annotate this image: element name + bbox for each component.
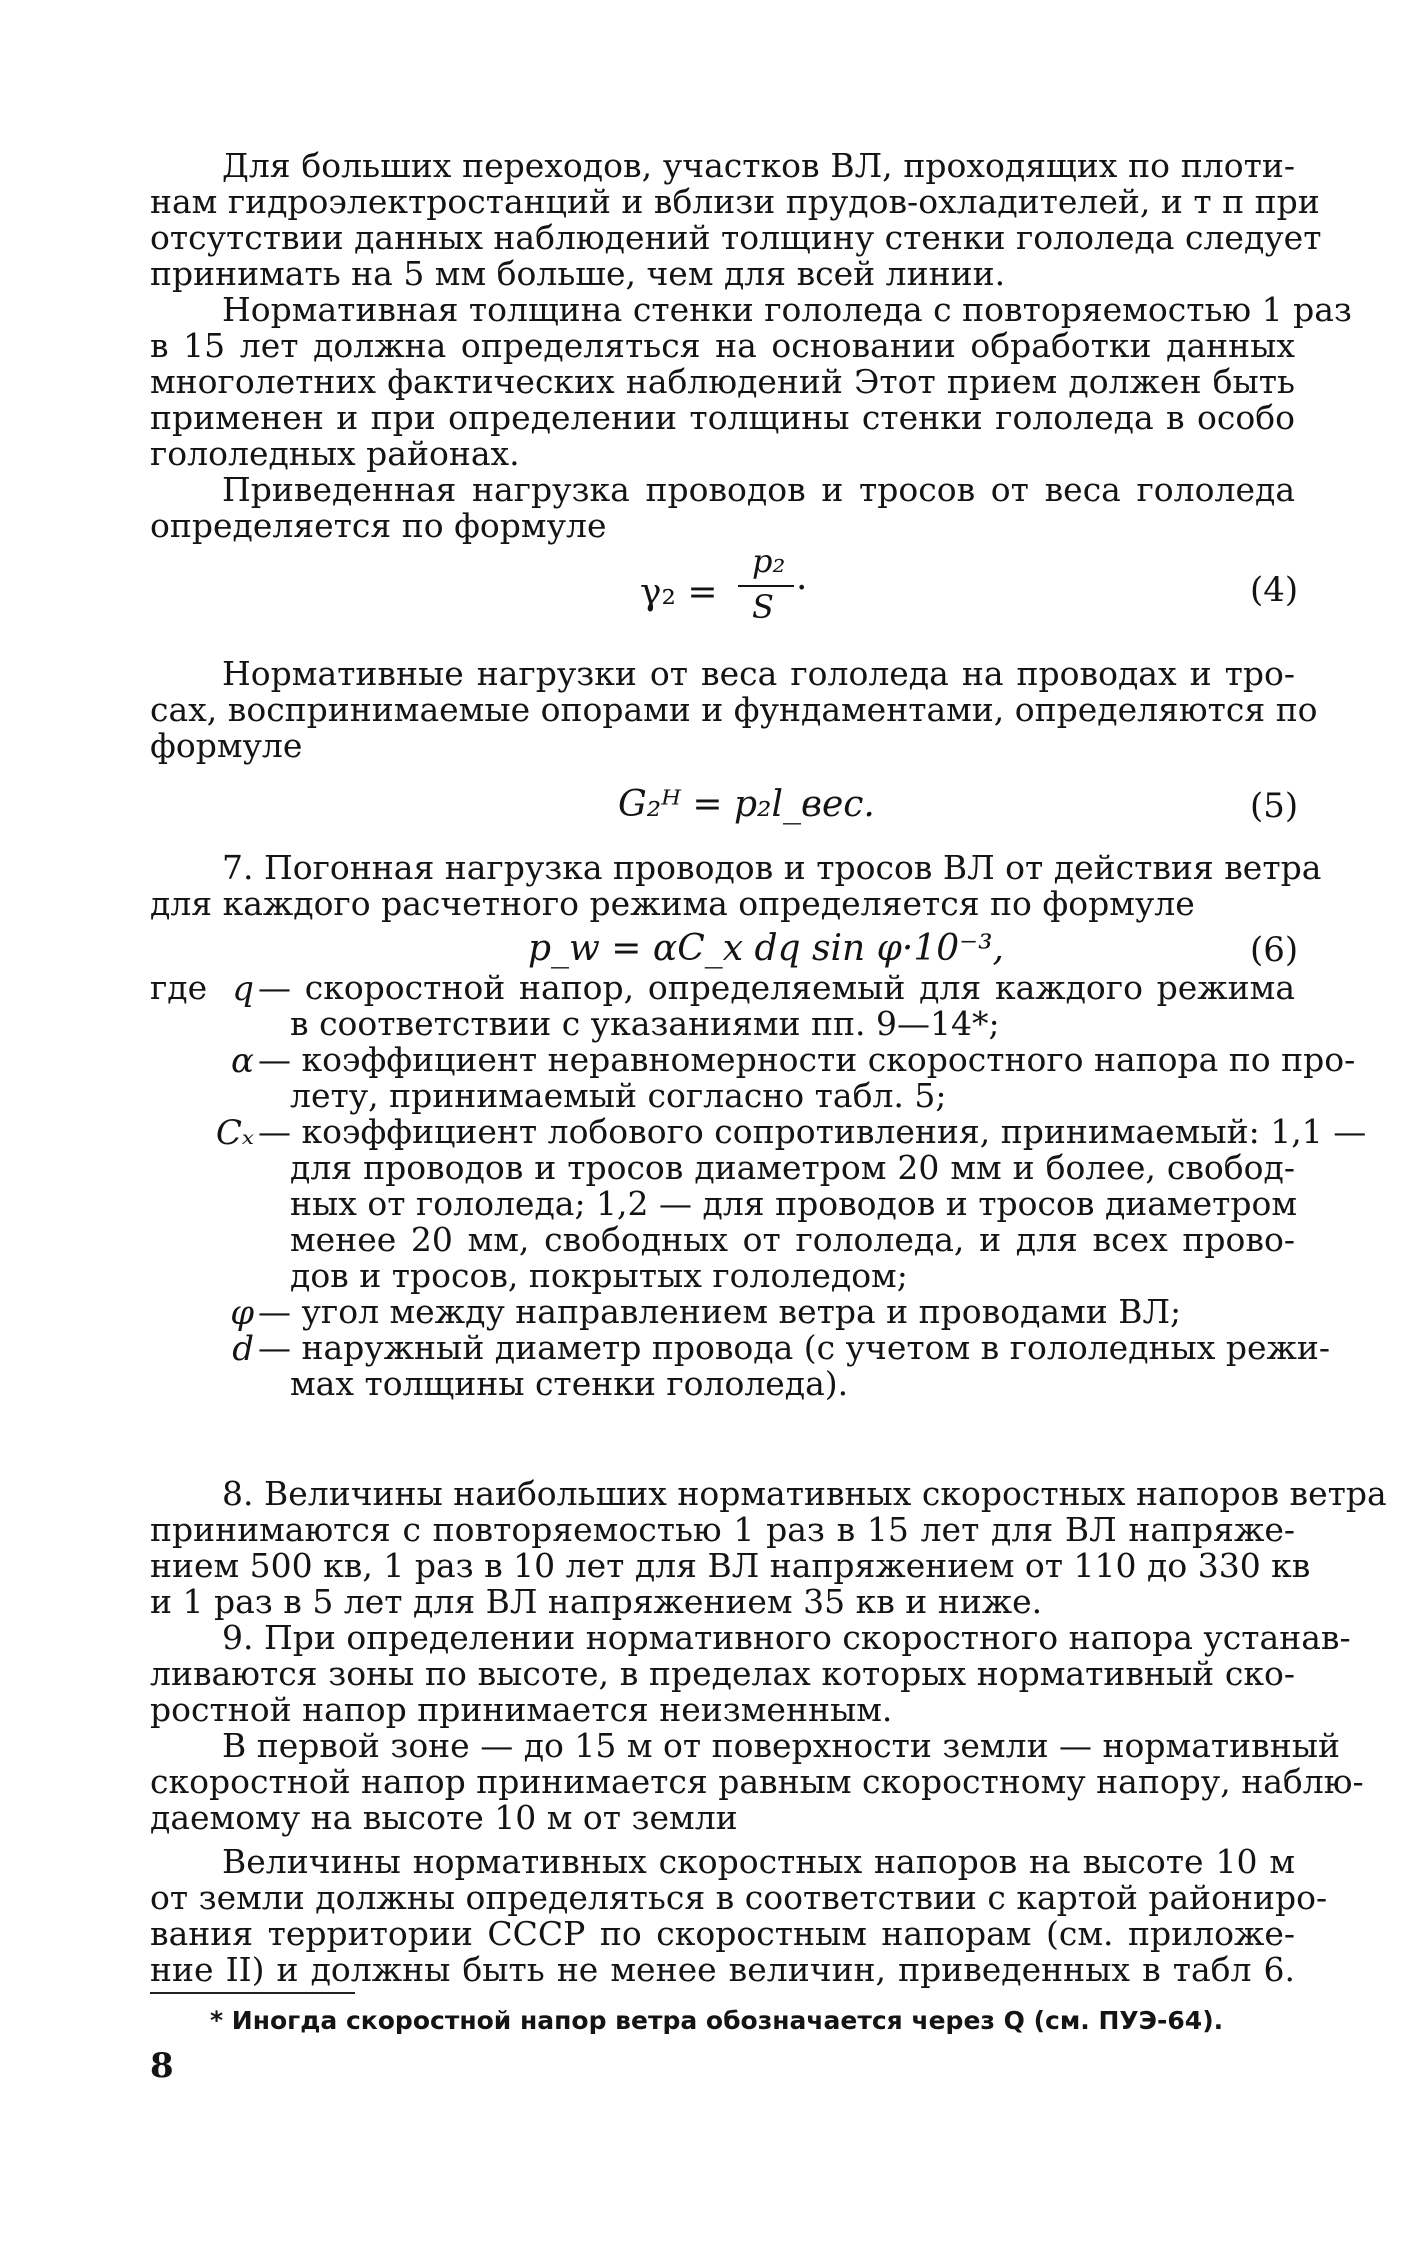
def-line: для проводов и тросов диаметром 20 мм и более, свобод- bbox=[290, 1148, 1295, 1187]
def-line: — коэффициент лобового сопротивления, принимаемый: 1,1 — bbox=[258, 1112, 1367, 1151]
text-line: Нормативные нагрузки от веса гололеда на проводах и тро- bbox=[222, 654, 1295, 693]
text-line: многолетних фактических наблюдений Этот прием должен быть bbox=[150, 362, 1295, 401]
text-line: вания территории СССР по скоростным напорам (см. приложе- bbox=[150, 1914, 1295, 1953]
text-line: Приведенная нагрузка проводов и тросов от веса гололеда bbox=[222, 470, 1295, 509]
text-line: формуле bbox=[150, 726, 303, 765]
text-line: отсутствии данных наблюдений толщину стенки гололеда следует bbox=[150, 218, 1322, 257]
text-line: нам гидроэлектростанций и вблизи прудов-охладителей, и т п при bbox=[150, 182, 1320, 221]
text-line: в 15 лет должна определяться на основании обработки данных bbox=[150, 326, 1295, 365]
def-line: лету, принимаемый согласно табл. 5; bbox=[290, 1076, 947, 1115]
text-line: для каждого расчетного режима определяется по формуле bbox=[150, 884, 1195, 923]
def-term: q bbox=[232, 969, 254, 1009]
text-line: ростной напор принимается неизменным. bbox=[150, 1690, 893, 1729]
text-line: даемому на высоте 10 м от земли bbox=[150, 1798, 738, 1837]
text-line: Величины нормативных скоростных напоров на высоте 10 м bbox=[222, 1842, 1295, 1881]
formula-4-denominator: S bbox=[752, 588, 774, 626]
text-line: принимаются с повторяемостью 1 раз в 15 лет для ВЛ напряже- bbox=[150, 1510, 1295, 1549]
def-line: — угол между направлением ветра и проводами ВЛ; bbox=[258, 1292, 1182, 1331]
text-line: нием 500 кв, 1 раз в 10 лет для ВЛ напряжением от 110 до 330 кв bbox=[150, 1546, 1311, 1585]
fraction-bar bbox=[738, 585, 794, 587]
text-line: гололедных районах. bbox=[150, 434, 520, 473]
formula-6-text: p_w = αC_x dq sin φ·10⁻³, bbox=[528, 928, 1004, 969]
equation-number: (4) bbox=[1250, 570, 1299, 610]
text-line: скоростной напор принимается равным скоростному напору, наблю- bbox=[150, 1762, 1364, 1801]
text-line: В первой зоне — до 15 м от поверхности земли — нормативный bbox=[222, 1726, 1340, 1765]
def-line: мах толщины стенки гололеда). bbox=[290, 1364, 849, 1403]
text-line: от земли должны определяться в соответствии с картой райониро- bbox=[150, 1878, 1328, 1917]
def-line: — наружный диаметр провода (с учетом в гололедных режи- bbox=[258, 1328, 1331, 1367]
def-term: Cₓ bbox=[215, 1113, 254, 1153]
where-word: где bbox=[150, 968, 208, 1007]
text-line: 8. Величины наибольших нормативных скоростных напоров ветра bbox=[222, 1474, 1387, 1513]
text-line: применен и при определении толщины стенки гололеда в особо bbox=[150, 398, 1295, 437]
text-line: 9. При определении нормативного скоростного напора устанав- bbox=[222, 1618, 1351, 1657]
equation-number: (6) bbox=[1250, 930, 1299, 970]
def-line: ных от гололеда; 1,2 — для проводов и тросов диаметром bbox=[290, 1184, 1298, 1223]
def-term: α bbox=[231, 1041, 254, 1081]
def-line: — коэффициент неравномерности скоростного напора по про- bbox=[258, 1040, 1356, 1079]
document-page: Для больших переходов, участков ВЛ, проходящих по плоти- нам гидроэлектростанций и вблизи прудов-охладителей, и т п при отсутствии данных наблюдений толщину стенки гололеда следует принимать на 5 мм больше, чем для всей линии. Нормативная толщина стенки гололеда с повторяемостью 1 раз в 15 лет должна определяться на основании обработки данных многолетних фактических наблюдений Этот прием должен быть применен и при определении толщины стенки гололеда в особо гололедных районах. Приведенная нагрузка проводов и тросов от веса гололеда определяется по формуле γ₂ = p₂ S · (4) Нормативные нагрузки от веса гололеда на проводах и тро- сах, воспринимаемые опорами и фундаментами, определяются по формуле G₂ᴴ = p₂l_вес. (5) 7. Погонная нагрузка проводов и тросов ВЛ от действия ветра для каждого расчетного режима определяется по формуле p_w = αC_x dq sin φ·10⁻³, (6) где q — скоростной напор, определяемый для каждого режима в соответствии с указаниями пп. 9—14*; α — коэффициент неравномерности скоростного напора по про- лету, принимаемый согласно табл. 5; Cₓ — коэффициент лобового сопротивления, принимаемый: 1,1 — для проводов и тросов диаметром 20 мм и более, свобод- ных от гололеда; 1,2 — для проводов и тросов диаметром менее 20 мм, свободных от гололеда, и для всех прово- дов и тросов, покрытых гололедом; φ — угол между направлением ветра и проводами ВЛ; d — наружный диаметр провода (с учетом в гололедных режи- мах толщины стенки гололеда). 8. Величины наибольших нормативных скоростных напоров ветра принимаются с повторяемостью 1 раз в 15 лет для ВЛ напряже- нием 500 кв, 1 раз в 10 лет для ВЛ напряжением от 110 до 330 кв и 1 раз в 5 лет для ВЛ напряжением 35 кв и ниже. 9. При определении нормативного скоростного напора устанав- ливаются зоны по высоте, в пределах которых нормативный ско- ростной напор принимается неизменным. В первой зоне — до 15 м от поверхности земли — нормативный скоростной напор принимается равным скоростному напору, наблю- даемому на высоте 10 м от земли Величины нормативных скоростных напоров на высоте 10 м от земли должны определяться в соответствии с картой райониро- вания территории СССР по скоростным напорам (см. приложе- ние II) и должны быть не менее величин, приведенных в табл 6. * Иногда скоростной напор ветра обозначается через Q (см. ПУЭ-64). 8 bbox=[0, 0, 1426, 2264]
equation-number: (5) bbox=[1250, 786, 1299, 826]
def-line: менее 20 мм, свободных от гололеда, и для всех прово- bbox=[290, 1220, 1295, 1259]
text-line: сах, воспринимаемые опорами и фундаментами, определяются по bbox=[150, 690, 1318, 729]
text-line: и 1 раз в 5 лет для ВЛ напряжением 35 кв и ниже. bbox=[150, 1582, 1043, 1621]
footnote: * Иногда скоростной напор ветра обозначается через Q (см. ПУЭ-64). bbox=[210, 2006, 1224, 2035]
text-line: 7. Погонная нагрузка проводов и тросов ВЛ от действия ветра bbox=[222, 848, 1322, 887]
def-term: φ bbox=[230, 1293, 254, 1333]
footnote-rule bbox=[150, 1992, 355, 1994]
text-line: принимать на 5 мм больше, чем для всей линии. bbox=[150, 254, 1006, 293]
formula-5-text: G₂ᴴ = p₂l_вес. bbox=[618, 784, 875, 825]
text-line: Для больших переходов, участков ВЛ, проходящих по плоти- bbox=[222, 146, 1295, 185]
def-line: в соответствии с указаниями пп. 9—14*; bbox=[290, 1004, 1000, 1043]
def-line: — скоростной напор, определяемый для каждого режима bbox=[258, 968, 1295, 1007]
page-number: 8 bbox=[150, 2046, 174, 2086]
formula-4-numerator: p₂ bbox=[752, 542, 786, 580]
text-line: ливаются зоны по высоте, в пределах которых нормативный ско- bbox=[150, 1654, 1295, 1693]
text-line: ние II) и должны быть не менее величин, приведенных в табл 6. bbox=[150, 1950, 1295, 1989]
text-line: Нормативная толщина стенки гололеда с повторяемостью 1 раз bbox=[222, 290, 1352, 329]
def-term: d bbox=[232, 1329, 254, 1369]
def-line: дов и тросов, покрытых гололедом; bbox=[290, 1256, 908, 1295]
formula-4-lhs: γ₂ = bbox=[640, 572, 718, 613]
text-line: определяется по формуле bbox=[150, 506, 607, 545]
